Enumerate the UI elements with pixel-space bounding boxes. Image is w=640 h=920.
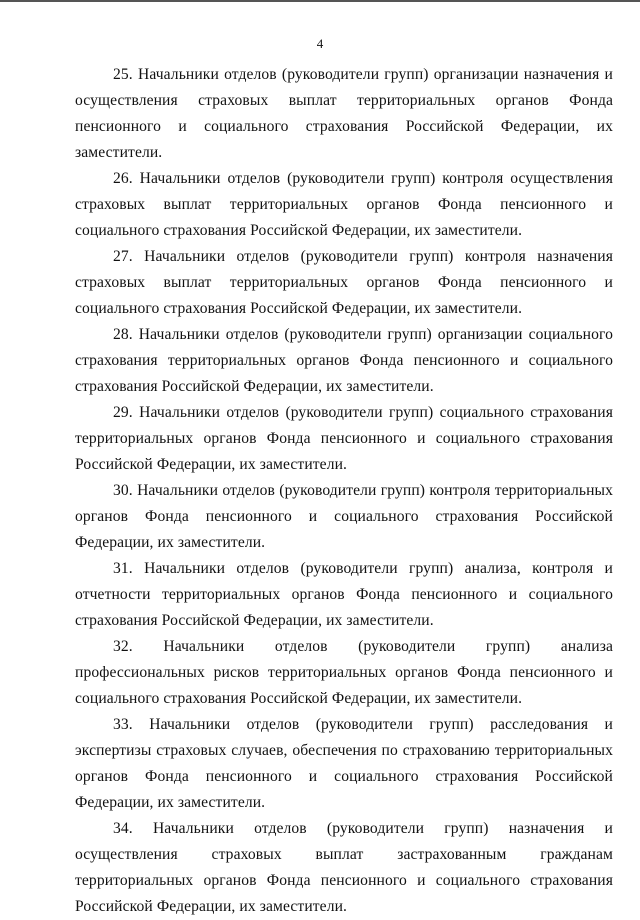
list-item-27: 27. Начальники отделов (руководители групп) контроля назначения страховых выплат территориальных органов Фонда пенсионного и социального страхования Российской Федерации, их заместители. (75, 248, 613, 317)
page-number: 4 (316, 36, 324, 51)
document-body (75, 62, 613, 920)
list-item-30: 30. Начальники отделов (руководители групп) контроля территориальных органов Фонда пенсионного и социального страхования Российской Федерации, их заместители. (75, 482, 613, 551)
scan-top-border (0, 0, 640, 2)
list-item-32: 32. Начальники отделов (руководители групп) анализа профессиональных рисков территориальных органов Фонда пенсионного и социального страхования Российской Федерации, их заместители. (75, 638, 613, 707)
list-item-26: 26. Начальники отделов (руководители групп) контроля осуществления страховых выплат территориальных органов Фонда пенсионного и социального страхования Российской Федерации, их заместители. (75, 170, 613, 239)
list-item-29: 29. Начальники отделов (руководители групп) социального страхования территориальных органов Фонда пенсионного и социального страхования Российской Федерации, их заместители. (75, 404, 613, 473)
list-item-25: 25. Начальники отделов (руководители групп) организации назначения и осуществления страховых выплат территориальных органов Фонда пенсионного и социального страхования Российской Федерации, их заместители. (75, 66, 613, 161)
list-item-33: 33. Начальники отделов (руководители групп) расследования и экспертизы страховых случаев, обеспечения по страхованию территориальных органов Фонда пенсионного и социального страхования Российской Федерации, их заместители. (75, 716, 613, 811)
list-item-34: 34. Начальники отделов (руководители групп) назначения и осуществления страховых выплат застрахованным гражданам территориальных органов Фонда пенсионного и социального страхования Российской Федерации, их заместители. (75, 820, 613, 915)
list-item-31: 31. Начальники отделов (руководители групп) анализа, контроля и отчетности территориальных органов Фонда пенсионного и социального страхования Российской Федерации, их заместители. (75, 560, 613, 629)
list-item-28: 28. Начальники отделов (руководители групп) организации социального страхования территориальных органов Фонда пенсионного и социального страхования Российской Федерации, их заместители. (75, 326, 613, 395)
